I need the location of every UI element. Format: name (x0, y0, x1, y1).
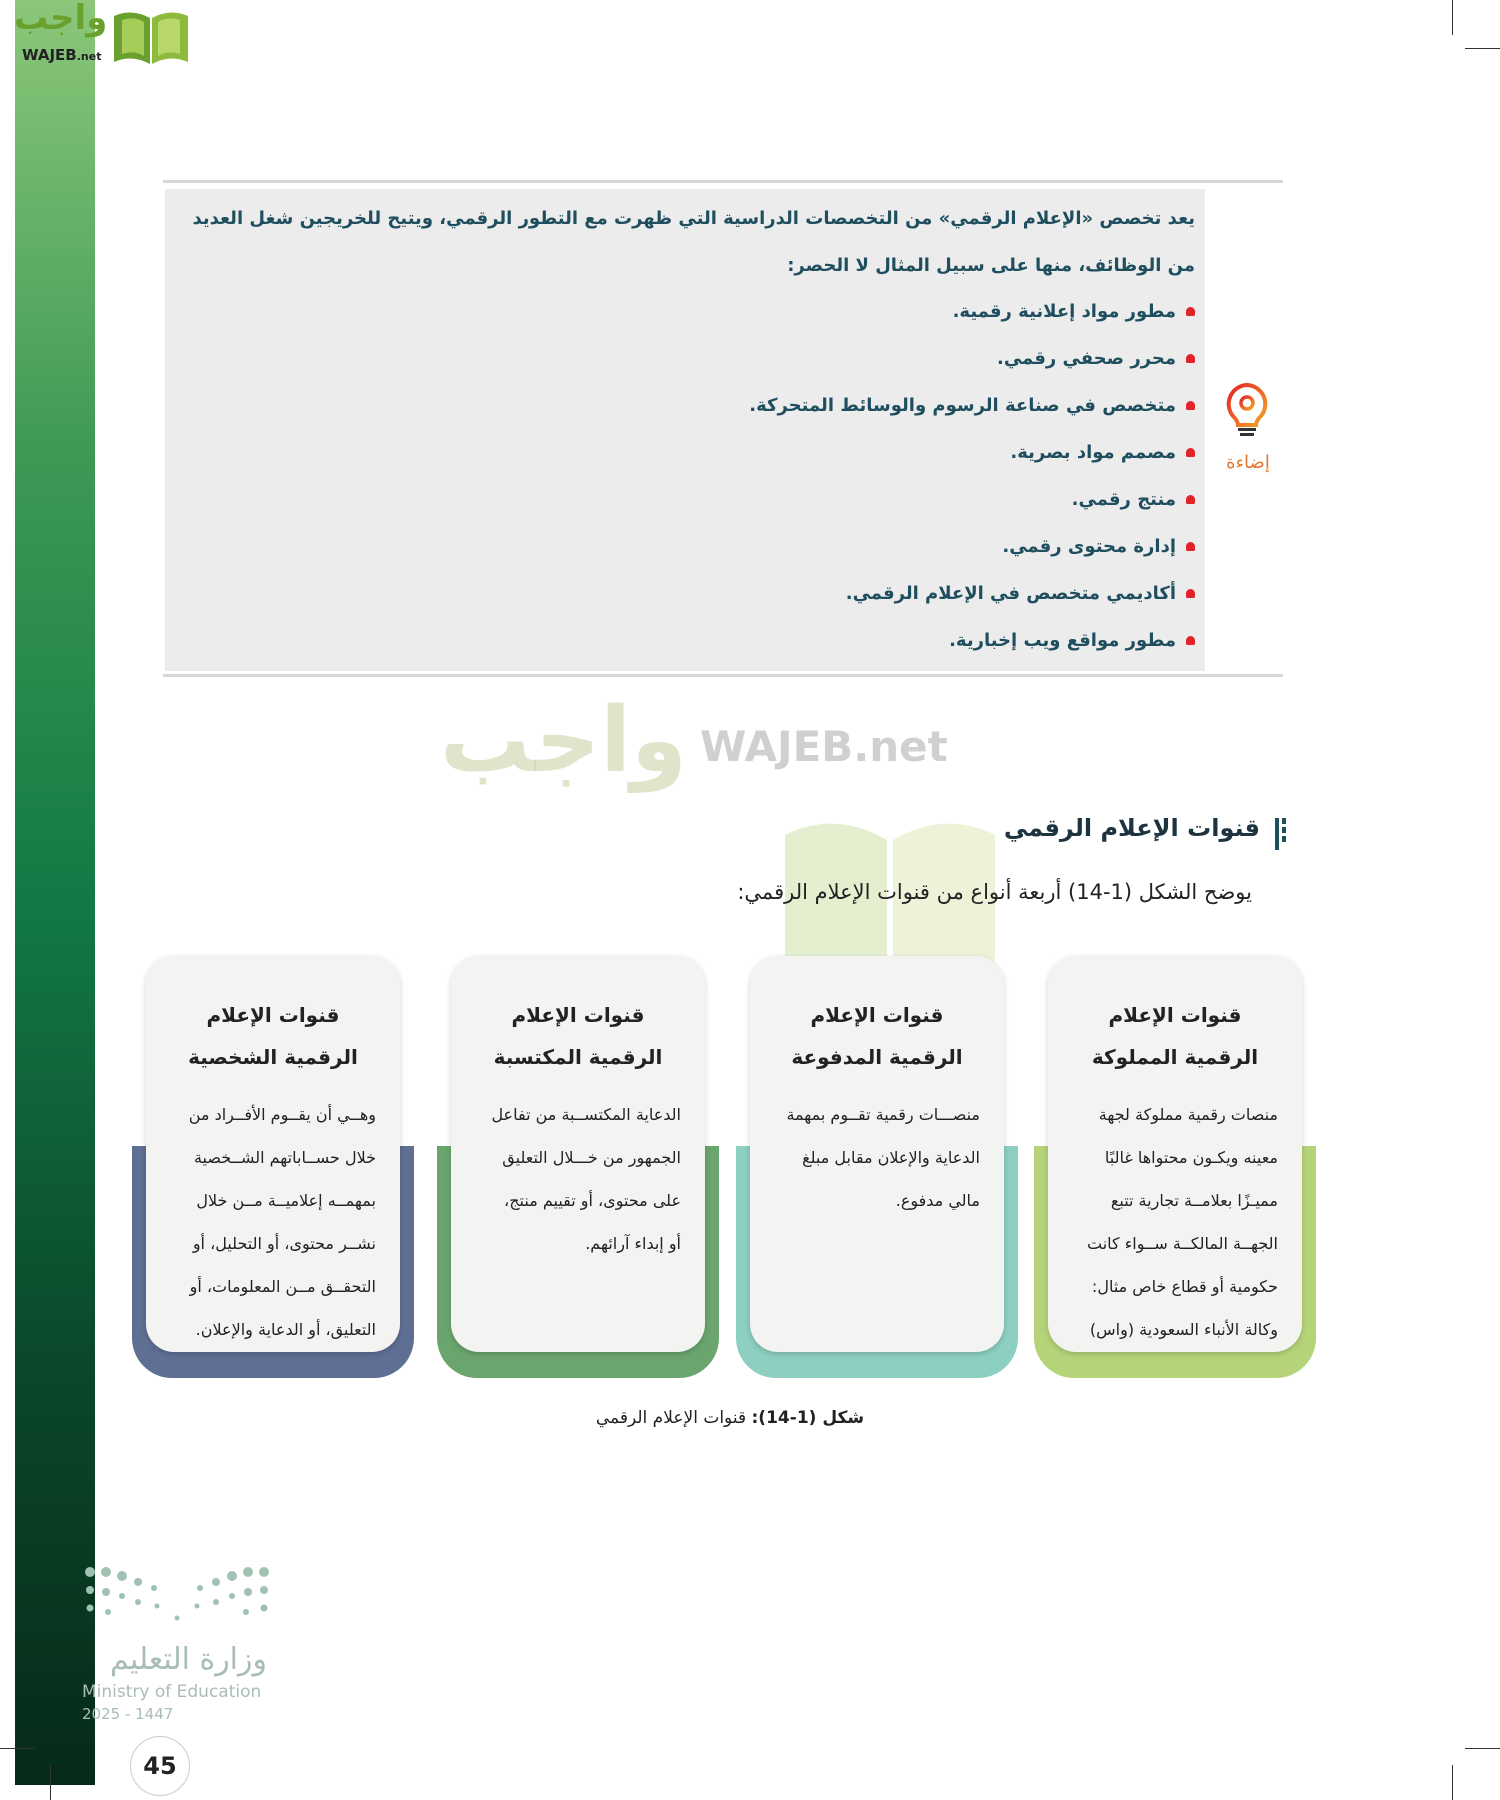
ministry-name-english: Ministry of Education (82, 1682, 262, 1702)
crop-mark (1452, 1765, 1453, 1800)
card-body: منصـــات رقمية تقــوم بمهمة الدعاية والإعلان مقابل مبلغ مالي مدفوع. (786, 1105, 980, 1210)
job-label: مصمم مواد بصرية. (1010, 442, 1176, 463)
crop-mark (0, 1748, 35, 1749)
job-list-item (749, 395, 1195, 416)
card-paid-media (736, 956, 1018, 1378)
card-body: وهــي أن يقــوم الأفــراد من خلال حســاباتهم الشــخصية بمهمــه إعلاميــة مــن خلال نشــر محتوى، أو التحليل، أو التحقــق مــن المعلومات، أو التعليق، أو الدعاية والإعلان. (188, 1105, 376, 1339)
figure-caption (480, 1408, 980, 1428)
card-earned-media (437, 956, 719, 1378)
job-label: محرر صحفي رقمي. (996, 348, 1176, 369)
job-list-item (846, 583, 1195, 604)
card-panel (1048, 956, 1302, 1352)
section-marker-icon (1275, 818, 1287, 850)
bullet-icon (1186, 636, 1195, 645)
job-list-item (1002, 536, 1195, 557)
crop-mark (50, 1765, 51, 1800)
job-label: إدارة محتوى رقمي. (1002, 536, 1176, 557)
crop-mark (1465, 48, 1500, 49)
job-list-item (1072, 489, 1195, 510)
bullet-icon (1186, 307, 1195, 316)
job-list-item (953, 301, 1195, 322)
bullet-icon (1186, 495, 1195, 504)
bullet-icon (1186, 589, 1195, 598)
job-list-item (949, 630, 1195, 651)
book-icon (110, 8, 192, 66)
card-title: قنوات الإعلام الرقمية الشخصية (188, 1003, 358, 1069)
info-paragraph-line: يعد تخصص «الإعلام الرقمي» من التخصصات الدراسية التي ظهرت مع التطور الرقمي، ويتيح للخريجين شغل العديد (192, 208, 1195, 229)
info-paragraph-line: من الوظائف، منها على سبيل المثال لا الحصر: (787, 255, 1195, 276)
caption-text: قنوات الإعلام الرقمي (595, 1408, 752, 1428)
caption-label: شكل (1-14): (751, 1408, 865, 1428)
crop-mark (1465, 1748, 1500, 1749)
logo-arabic: واجب (14, 0, 108, 38)
ministry-logo (82, 1560, 272, 1730)
card-title: قنوات الإعلام الرقمية المدفوعة (791, 1003, 963, 1069)
ministry-dots-icon (82, 1560, 272, 1630)
wajeb-logo[interactable] (10, 0, 190, 66)
enlightenment-label: إضاءة (1226, 452, 1270, 473)
crop-mark (1452, 0, 1453, 35)
card-panel (146, 956, 400, 1352)
section-intro: يوضح الشكل (1-14) أربعة أنواع من قنوات الإعلام الرقمي: (737, 880, 1252, 904)
bullet-icon (1186, 354, 1195, 363)
card-body: الدعاية المكتســبة من تفاعل الجمهور من خـــلال التعليق على محتوى، أو تقييم منتج، أو إبداء آرائهم. (491, 1105, 681, 1253)
page-side-bar (15, 0, 95, 1785)
job-label: متخصص في صناعة الرسوم والوسائط المتحركة. (749, 395, 1176, 416)
job-list-item (1010, 442, 1195, 463)
section-heading: قنوات الإعلام الرقمي (1003, 814, 1260, 842)
card-body: منصات رقمية مملوكة لجهة معينه ويكـون محتواها غالبًا مميـزًا بعلامــة تجارية تتبع الجهــة المالكــة ســواء كانت حكومية أو قطاع خاص مثال: وكالة الأنباء السعودية (واس) (1086, 1105, 1278, 1339)
page-number: 45 (130, 1736, 190, 1796)
bullet-icon (1186, 542, 1195, 551)
card-personal-media (132, 956, 414, 1378)
job-label: أكاديمي متخصص في الإعلام الرقمي. (845, 583, 1176, 604)
academic-year: 2025 - 1447 (82, 1705, 174, 1723)
card-title: قنوات الإعلام الرقمية المملوكة (1091, 1003, 1259, 1069)
info-box (163, 180, 1283, 677)
job-list-item (997, 348, 1195, 369)
job-label: مطور مواقع ويب إخبارية. (949, 630, 1176, 651)
card-owned-media (1034, 956, 1316, 1378)
watermark-arabic: واجب (440, 688, 687, 793)
bullet-icon (1186, 448, 1195, 457)
job-label: مطور مواد إعلانية رقمية. (952, 301, 1176, 322)
watermark-latin: WAJEB.net (700, 722, 948, 771)
card-panel (750, 956, 1004, 1352)
card-panel (451, 956, 705, 1352)
lightbulb-icon (1225, 383, 1269, 439)
bullet-icon (1186, 401, 1195, 410)
job-label: منتج رقمي. (1071, 489, 1176, 510)
ministry-name-arabic: وزارة التعليم (109, 1642, 267, 1677)
logo-latin: WAJEB.net (22, 46, 102, 64)
card-title: قنوات الإعلام الرقمية المكتسبة (493, 1003, 663, 1069)
